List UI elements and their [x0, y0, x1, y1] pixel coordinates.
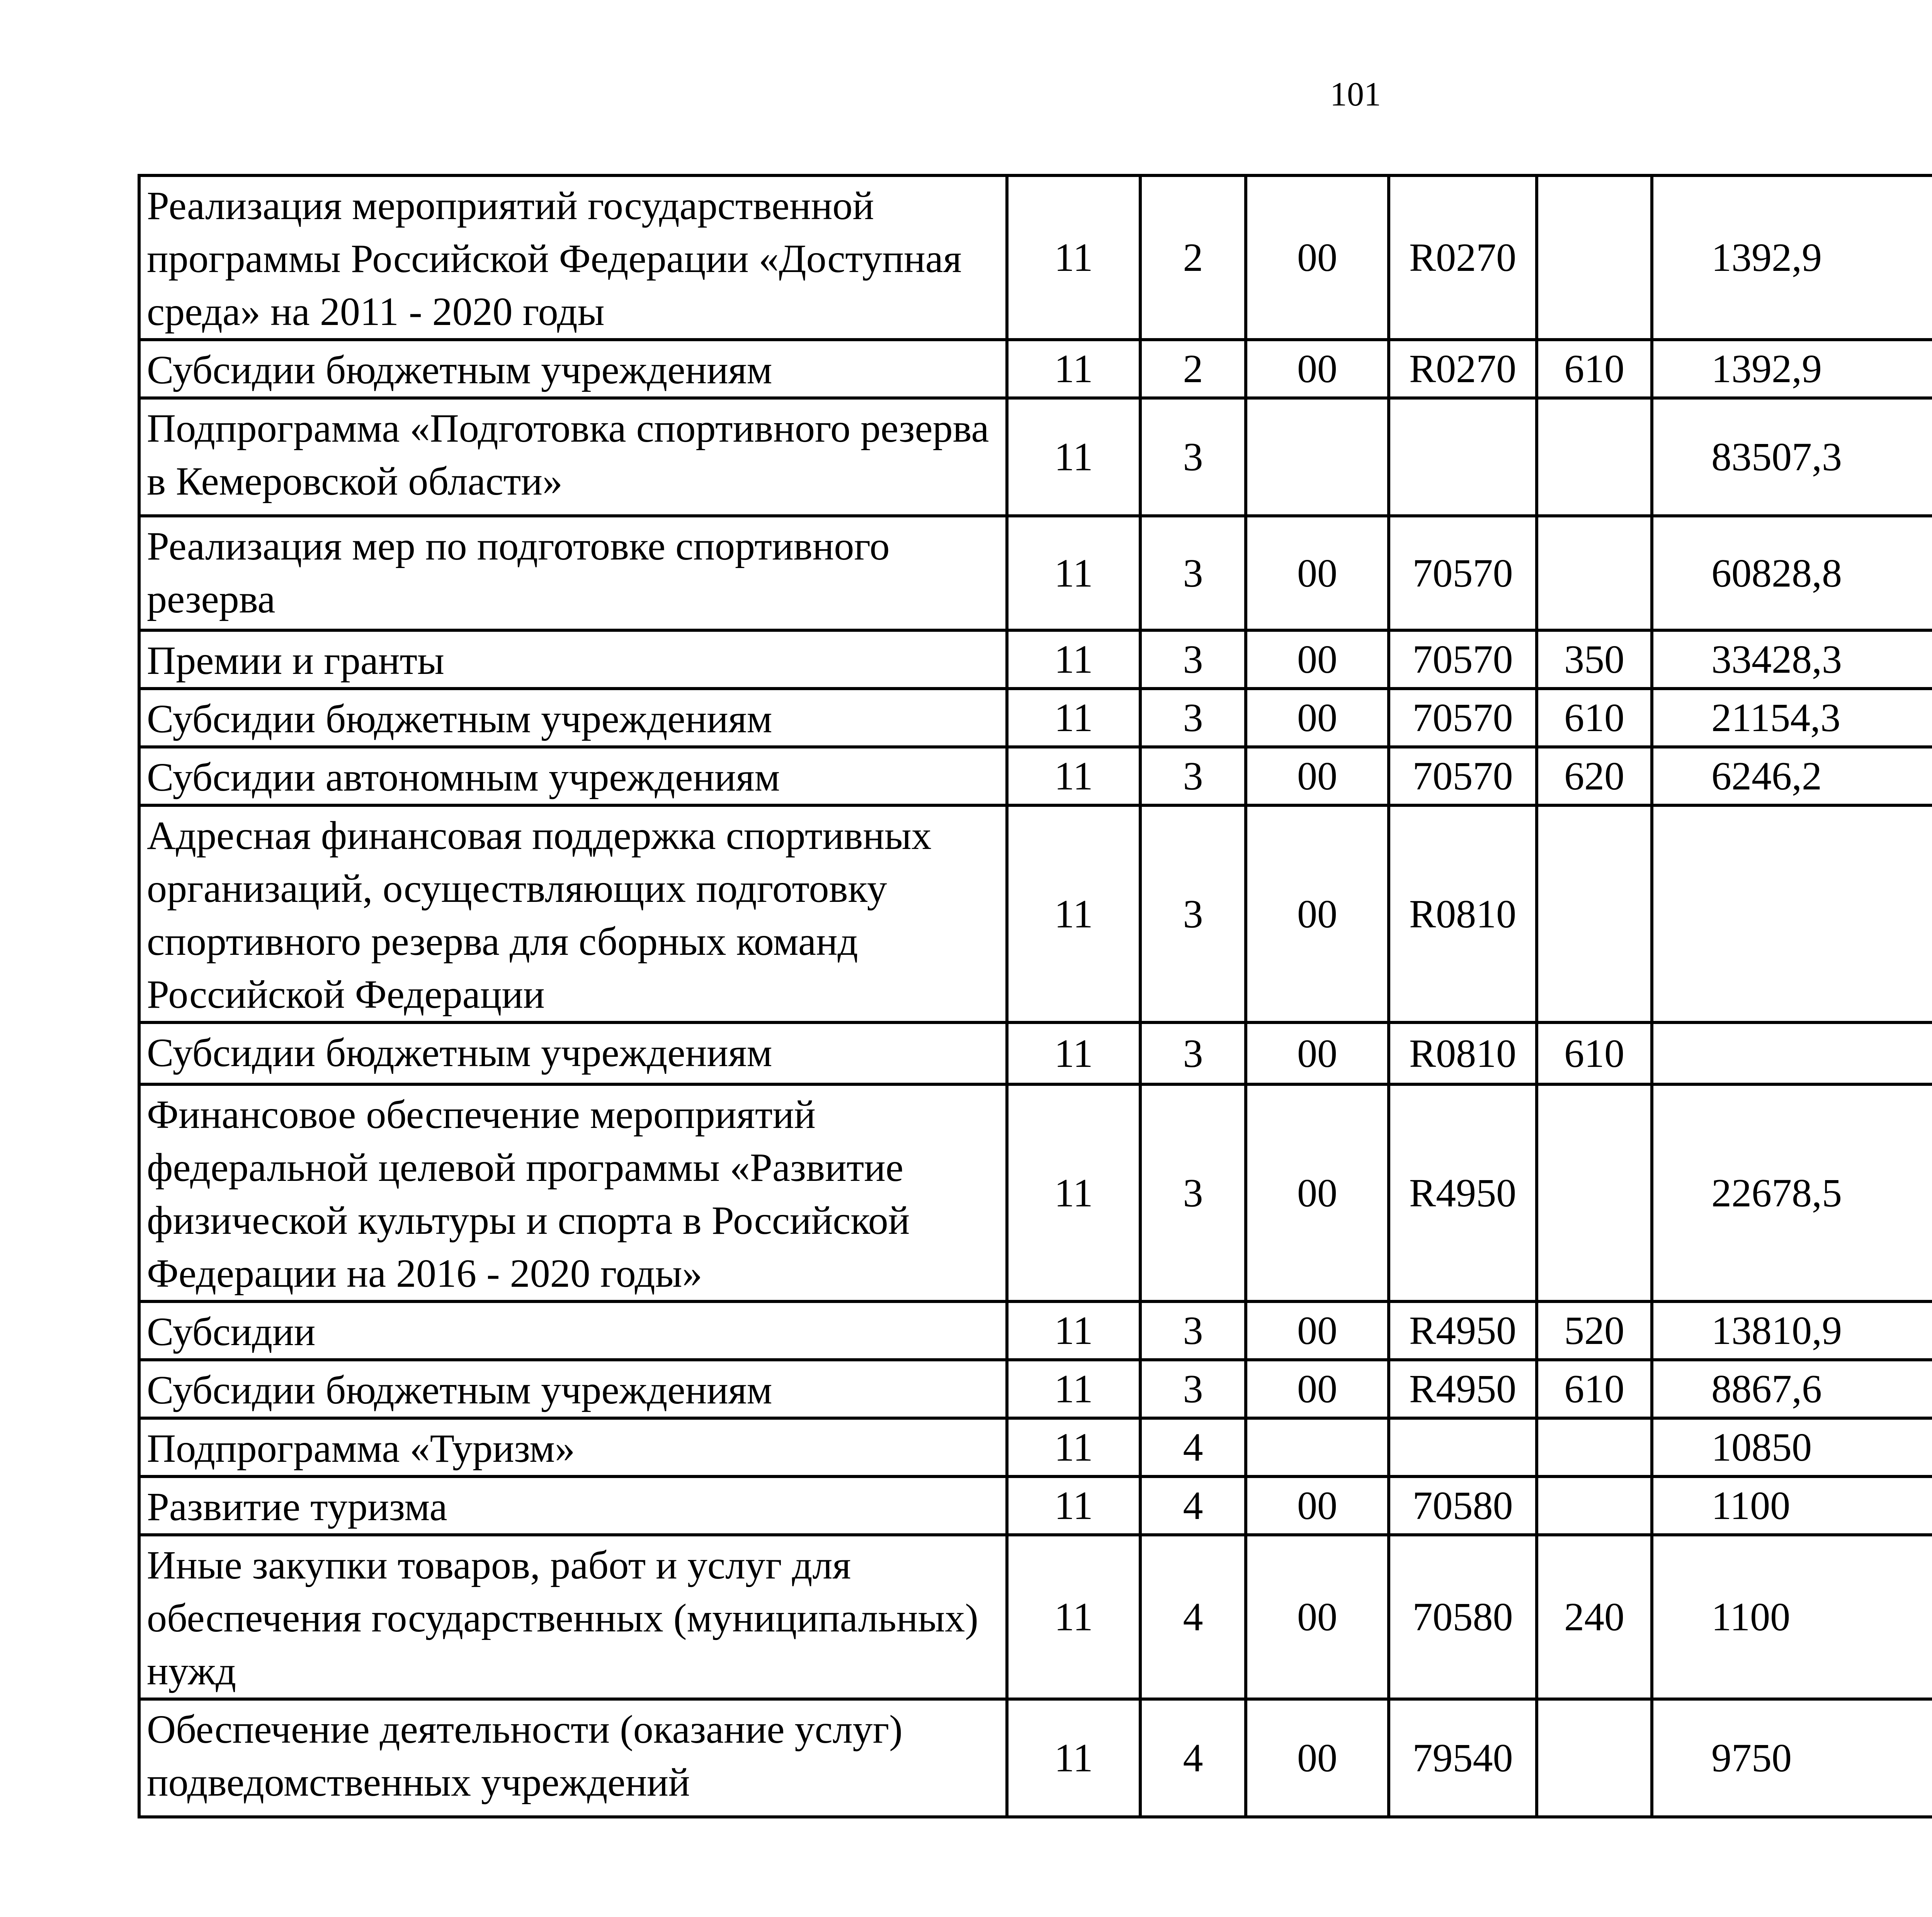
cell-amount-year-1: 1100 — [1652, 1476, 1932, 1535]
cell-subsection: 3 — [1140, 1301, 1246, 1360]
cell-name: Субсидии бюджетным учреждениям — [139, 340, 1007, 398]
cell-program: 00 — [1246, 747, 1389, 805]
cell-section: 11 — [1007, 689, 1140, 747]
table-row — [139, 1476, 1932, 1535]
table-row — [139, 630, 1932, 689]
cell-subsection: 4 — [1140, 1476, 1246, 1535]
cell-name: Подпрограмма «Подготовка спортивного резерва в Кемеровской области» — [139, 398, 1007, 516]
budget-table — [138, 174, 1932, 1818]
cell-name: Развитие туризма — [139, 1476, 1007, 1535]
cell-amount-year-1 — [1652, 1022, 1932, 1084]
cell-target: R4950 — [1389, 1084, 1537, 1301]
cell-target: 70580 — [1389, 1476, 1537, 1535]
cell-name: Иные закупки товаров, работ и услуг для обеспечения государственных (муниципальных) нужд — [139, 1535, 1007, 1699]
cell-expense-type: 610 — [1537, 1360, 1652, 1418]
cell-amount-year-1: 8867,6 — [1652, 1360, 1932, 1418]
cell-amount-year-1: 10850 — [1652, 1418, 1932, 1476]
cell-amount-year-1: 33428,3 — [1652, 630, 1932, 689]
table-row — [139, 516, 1932, 630]
cell-subsection: 2 — [1140, 175, 1246, 340]
cell-expense-type — [1537, 1418, 1652, 1476]
cell-section: 11 — [1007, 340, 1140, 398]
cell-expense-type — [1537, 175, 1652, 340]
cell-program: 00 — [1246, 805, 1389, 1022]
cell-target: 70580 — [1389, 1535, 1537, 1699]
cell-program: 00 — [1246, 340, 1389, 398]
cell-subsection: 3 — [1140, 398, 1246, 516]
cell-name: Субсидии бюджетным учреждениям — [139, 1022, 1007, 1084]
cell-amount-year-1: 6246,2 — [1652, 747, 1932, 805]
cell-target: R0270 — [1389, 175, 1537, 340]
cell-subsection: 3 — [1140, 516, 1246, 630]
cell-target: 70570 — [1389, 630, 1537, 689]
cell-program: 00 — [1246, 1022, 1389, 1084]
cell-program — [1246, 398, 1389, 516]
cell-amount-year-1: 60828,8 — [1652, 516, 1932, 630]
table-row — [139, 340, 1932, 398]
cell-section: 11 — [1007, 1476, 1140, 1535]
cell-subsection: 4 — [1140, 1418, 1246, 1476]
cell-name: Субсидии бюджетным учреждениям — [139, 1360, 1007, 1418]
cell-target: 79540 — [1389, 1699, 1537, 1817]
cell-subsection: 3 — [1140, 1360, 1246, 1418]
cell-amount-year-1: 83507,3 — [1652, 398, 1932, 516]
cell-program: 00 — [1246, 1476, 1389, 1535]
cell-expense-type: 610 — [1537, 689, 1652, 747]
table-row — [139, 1301, 1932, 1360]
cell-name: Адресная финансовая поддержка спортивных организаций, осуществляющих подготовку спортивного резерва для сборных команд Российской Федерации — [139, 805, 1007, 1022]
cell-section: 11 — [1007, 1022, 1140, 1084]
cell-program: 00 — [1246, 1360, 1389, 1418]
cell-expense-type — [1537, 398, 1652, 516]
cell-name: Финансовое обеспечение мероприятий федеральной целевой программы «Развитие физической культуры и спорта в Российской Федерации на 2016 - 2020 годы» — [139, 1084, 1007, 1301]
cell-target: 70570 — [1389, 516, 1537, 630]
cell-target — [1389, 1418, 1537, 1476]
cell-expense-type: 240 — [1537, 1535, 1652, 1699]
cell-program — [1246, 1418, 1389, 1476]
cell-program: 00 — [1246, 1535, 1389, 1699]
cell-section: 11 — [1007, 630, 1140, 689]
cell-amount-year-1: 1100 — [1652, 1535, 1932, 1699]
cell-section: 11 — [1007, 805, 1140, 1022]
table-row — [139, 1535, 1932, 1699]
cell-section: 11 — [1007, 516, 1140, 630]
cell-expense-type: 610 — [1537, 340, 1652, 398]
cell-subsection: 3 — [1140, 805, 1246, 1022]
cell-target: R4950 — [1389, 1360, 1537, 1418]
cell-subsection: 3 — [1140, 747, 1246, 805]
table-row — [139, 398, 1932, 516]
cell-target: R0270 — [1389, 340, 1537, 398]
cell-section: 11 — [1007, 1084, 1140, 1301]
cell-amount-year-1: 9750 — [1652, 1699, 1932, 1817]
cell-name: Реализация мероприятий государственной программы Российской Федерации «Доступная среда» на 2011 - 2020 годы — [139, 175, 1007, 340]
cell-subsection: 3 — [1140, 1022, 1246, 1084]
cell-expense-type — [1537, 1084, 1652, 1301]
cell-section: 11 — [1007, 747, 1140, 805]
cell-section: 11 — [1007, 1699, 1140, 1817]
cell-section: 11 — [1007, 1535, 1140, 1699]
cell-program: 00 — [1246, 1301, 1389, 1360]
table-row — [139, 689, 1932, 747]
table-row — [139, 1360, 1932, 1418]
cell-subsection: 3 — [1140, 630, 1246, 689]
cell-target: R0810 — [1389, 1022, 1537, 1084]
cell-subsection: 3 — [1140, 689, 1246, 747]
cell-expense-type — [1537, 1476, 1652, 1535]
cell-subsection: 4 — [1140, 1699, 1246, 1817]
cell-expense-type: 350 — [1537, 630, 1652, 689]
cell-program: 00 — [1246, 516, 1389, 630]
cell-amount-year-1: 1392,9 — [1652, 175, 1932, 340]
cell-name: Субсидии автономным учреждениям — [139, 747, 1007, 805]
cell-subsection: 4 — [1140, 1535, 1246, 1699]
cell-amount-year-1: 1392,9 — [1652, 340, 1932, 398]
cell-section: 11 — [1007, 175, 1140, 340]
table-row — [139, 805, 1932, 1022]
cell-name: Субсидии — [139, 1301, 1007, 1360]
cell-amount-year-1: 13810,9 — [1652, 1301, 1932, 1360]
page-number: 101 — [1330, 76, 1381, 113]
cell-target: 70570 — [1389, 689, 1537, 747]
cell-name: Премии и гранты — [139, 630, 1007, 689]
cell-name: Подпрограмма «Туризм» — [139, 1418, 1007, 1476]
cell-expense-type: 520 — [1537, 1301, 1652, 1360]
cell-target — [1389, 398, 1537, 516]
cell-expense-type: 610 — [1537, 1022, 1652, 1084]
cell-subsection: 3 — [1140, 1084, 1246, 1301]
table-row — [139, 1022, 1932, 1084]
table-row — [139, 1084, 1932, 1301]
cell-amount-year-1: 21154,3 — [1652, 689, 1932, 747]
table-row — [139, 1699, 1932, 1817]
cell-expense-type — [1537, 516, 1652, 630]
cell-program: 00 — [1246, 1699, 1389, 1817]
cell-section: 11 — [1007, 1360, 1140, 1418]
cell-target: R0810 — [1389, 805, 1537, 1022]
cell-expense-type: 620 — [1537, 747, 1652, 805]
cell-section: 11 — [1007, 398, 1140, 516]
cell-subsection: 2 — [1140, 340, 1246, 398]
cell-section: 11 — [1007, 1418, 1140, 1476]
table-row — [139, 747, 1932, 805]
table-row — [139, 175, 1932, 340]
cell-program: 00 — [1246, 630, 1389, 689]
cell-name: Обеспечение деятельности (оказание услуг) подведомственных учреждений — [139, 1699, 1007, 1817]
table-row — [139, 1418, 1932, 1476]
cell-program: 00 — [1246, 175, 1389, 340]
cell-name: Реализация мер по подготовке спортивного резерва — [139, 516, 1007, 630]
cell-name: Субсидии бюджетным учреждениям — [139, 689, 1007, 747]
cell-expense-type — [1537, 805, 1652, 1022]
cell-program: 00 — [1246, 1084, 1389, 1301]
cell-expense-type — [1537, 1699, 1652, 1817]
cell-section: 11 — [1007, 1301, 1140, 1360]
cell-amount-year-1: 22678,5 — [1652, 1084, 1932, 1301]
cell-target: R4950 — [1389, 1301, 1537, 1360]
cell-program: 00 — [1246, 689, 1389, 747]
cell-amount-year-1 — [1652, 805, 1932, 1022]
cell-target: 70570 — [1389, 747, 1537, 805]
